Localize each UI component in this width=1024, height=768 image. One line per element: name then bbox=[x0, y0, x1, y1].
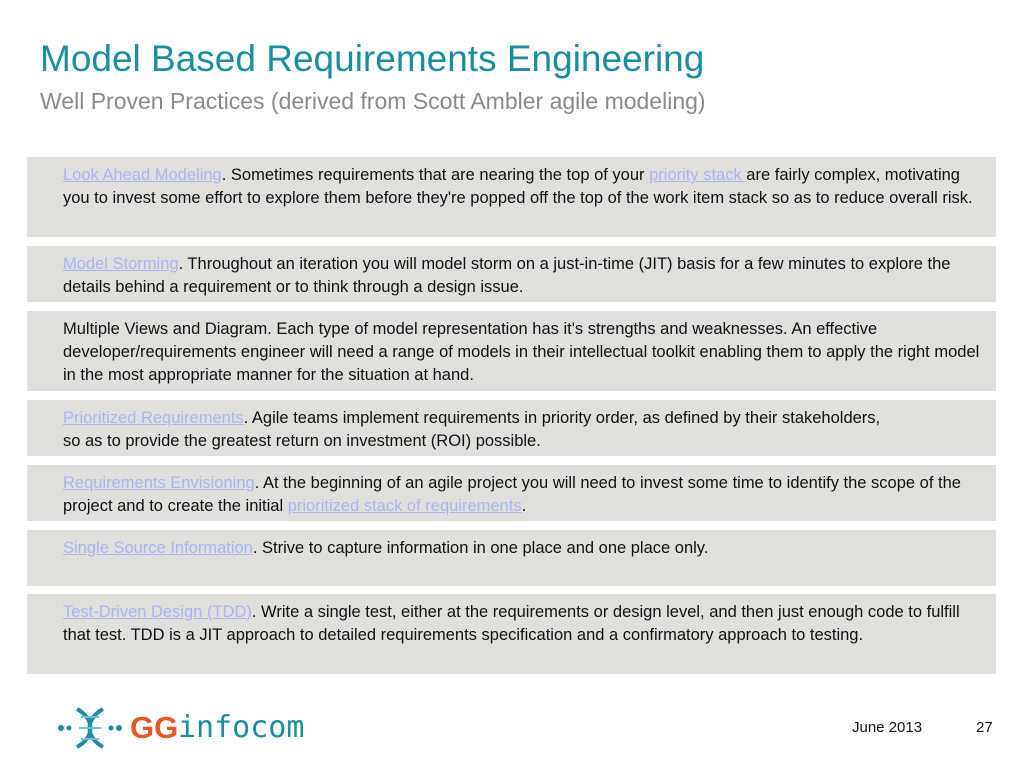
slide-title: Model Based Requirements Engineering bbox=[40, 38, 705, 79]
practice-text: Test-Driven Design (TDD). Write a single test, either at the requirements or design level, and then just enough code to fulfill that test. TDD is a JIT approach to detailed requirements specification and a confirmatory approach to testing. bbox=[63, 603, 960, 644]
gg-infocom-logo bbox=[55, 705, 315, 751]
link-prioritized-stack[interactable]: prioritized stack of requirements bbox=[287, 497, 522, 515]
practice-text: Look Ahead Modeling. Sometimes requirements that are nearing the top of your priority stack are fairly complex, motivating you to invest some effort to explore them before they're popped off the top of the work item stack so as to reduce overall risk. bbox=[63, 166, 973, 207]
link-prioritized-requirements[interactable]: Prioritized Requirements bbox=[63, 409, 244, 427]
link-single-source-information[interactable]: Single Source Information bbox=[63, 539, 253, 557]
link-look-ahead-modeling[interactable]: Look Ahead Modeling bbox=[63, 166, 222, 184]
practice-text: Requirements Envisioning. At the beginning of an agile project you will need to invest some time to identify the scope of the project and to create the initial prioritized stack of requirements. bbox=[63, 474, 961, 515]
logo-infocom-text: infocom bbox=[178, 710, 305, 745]
practice-box-requirements-envisioning bbox=[27, 465, 996, 521]
practice-box-prioritized-requirements bbox=[27, 400, 996, 456]
practice-text: Single Source Information. Strive to capture information in one place and one place only. bbox=[63, 539, 709, 557]
practice-text: Multiple Views and Diagram. Each type of model representation has it's strengths and weaknesses. An effective developer/requirements engineer will need a range of models in their intellectual toolkit enabling them to apply the right model in the most appropriate manner for the situation at hand. bbox=[63, 320, 980, 384]
dna-helix-icon bbox=[55, 705, 125, 751]
practice-text: Model Storming. Throughout an iteration you will model storm on a just-in-time (JIT) basis for a few minutes to explore the details behind a requirement or to think through a design issue. bbox=[63, 255, 951, 296]
slide-subtitle: Well Proven Practices (derived from Scott Ambler agile modeling) bbox=[40, 88, 706, 114]
practice-box-multiple-views bbox=[27, 311, 996, 391]
practice-box-single-source bbox=[27, 530, 996, 586]
link-requirements-envisioning[interactable]: Requirements Envisioning bbox=[63, 474, 255, 492]
practice-box-tdd bbox=[27, 594, 996, 674]
link-test-driven-design[interactable]: Test-Driven Design (TDD) bbox=[63, 603, 252, 621]
logo-gg-text: GG bbox=[130, 710, 179, 745]
page-number: 27 bbox=[976, 719, 993, 736]
practice-text: Prioritized Requirements. Agile teams implement requirements in priority order, as defined by their stakeholders, so as to provide the greatest return on investment (ROI) possible. bbox=[63, 409, 881, 450]
practice-box-look-ahead bbox=[27, 157, 996, 237]
practice-box-model-storming bbox=[27, 246, 996, 302]
link-priority-stack[interactable]: priority stack bbox=[649, 166, 747, 184]
link-model-storming[interactable]: Model Storming bbox=[63, 255, 179, 273]
footer-date: June 2013 bbox=[852, 719, 923, 736]
